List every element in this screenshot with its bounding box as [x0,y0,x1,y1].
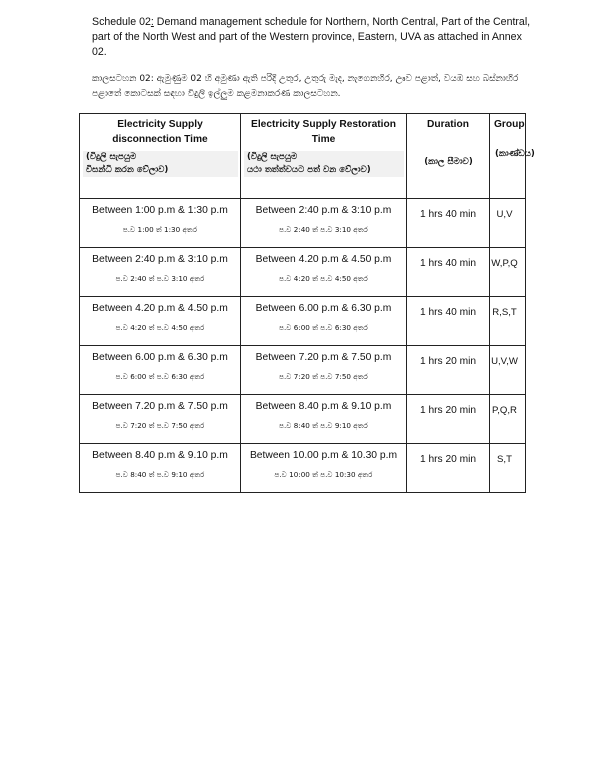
restoration-cell [241,297,407,346]
header-si-line: යථා තත්ත්වයට පත් වන වේලාව) [244,164,404,177]
duration-value: 1 hrs 40 min [419,209,477,220]
disconnection-cell [80,248,241,297]
duration-cell [407,395,490,444]
group-value: U,V [496,209,513,220]
disconnection-time-si: ප.ව 7:20 ත් ප.ව 7:50 අතර [115,421,205,430]
duration-value: 1 hrs 40 min [419,307,477,318]
disconnection-time-en: Between 2:40 p.m & 3:10 p.m [92,254,228,265]
header-si-line: (විදුලි සැපයුම [244,151,404,164]
disconnection-time-si: ප.ව 4:20 ත් ප.ව 4:50 අතර [115,323,205,332]
group-value: R,S,T [492,307,517,318]
restoration-cell [241,444,407,493]
duration-value: 1 hrs 40 min [419,258,477,269]
restoration-time-si: ප.ව 10:00 ත් ප.ව 10:30 අතර [274,470,373,479]
header-group: Group (කාණ්ඩය) [490,114,526,199]
schedule-colon: : [150,16,154,28]
table-row [80,346,526,395]
group-cell [490,199,526,248]
duration-cell [407,297,490,346]
duration-cell [407,444,490,493]
table-row [80,199,526,248]
disconnection-time-en: Between 1:00 p.m & 1:30 p.m [92,205,228,216]
header-si-line: (කාල සීමාව) [424,157,473,167]
group-value: W,P,Q [491,258,518,269]
disconnection-time-si: ප.ව 6:00 ත් ප.ව 6:30 අතර [115,372,205,381]
restoration-time-en: Between 6.00 p.m & 6.30 p.m [255,303,392,314]
restoration-cell [241,199,407,248]
duration-cell [407,199,490,248]
table-row [80,444,526,493]
restoration-time-si: ප.ව 7:20 ත් ප.ව 7:50 අතර [279,372,368,381]
disconnection-cell [80,346,241,395]
restoration-time-si: ප.ව 6:00 ත් ප.ව 6:30 අතර [279,323,368,332]
restoration-time-en: Between 4.20 p.m & 4.50 p.m [255,254,392,265]
disconnection-cell [80,444,241,493]
disconnection-time-si: ප.ව 2:40 ත් ප.ව 3:10 අතර [115,274,205,283]
schedule-intro-sinhala: කාලසටහන 02: ඇමුණුම 02 හි අමුණා ඇති පරිදි උතුර, උතුරු මැද, නැගෙනහිර, ඌව පළාත්, වයඹ සහ බස්නාහිර පළාතේ කොටසක් සඳහා විදුලි ඉල්ලුම කළමනාකරණ කාලසටහන. [92,74,519,99]
restoration-cell [241,395,407,444]
disconnection-time-en: Between 7.20 p.m & 7.50 p.m [92,401,228,412]
header-si-line: (විදුලි සැපයුම [83,151,238,164]
schedule-label: Schedule 02 [92,16,151,28]
duration-value: 1 hrs 20 min [419,356,477,367]
table-header-row [80,114,526,199]
restoration-time-en: Between 7.20 p.m & 7.50 p.m [255,352,392,363]
restoration-time-si: ප.ව 8:40 ත් ප.ව 9:10 අතර [279,421,368,430]
restoration-time-si: ප.ව 4:20 ත් ප.ව 4:50 අතර [279,274,368,283]
table-row [80,395,526,444]
group-cell [490,444,526,493]
disconnection-time-si: ප.ව 1:00 ත් 1:30 අතර [122,225,198,234]
header-si-line: (කාණ්ඩය) [495,149,535,159]
disconnection-time-en: Between 6.00 p.m & 6.30 p.m [92,352,228,363]
disconnection-time-en: Between 8.40 p.m & 9.10 p.m [92,450,228,461]
disconnection-cell [80,395,241,444]
duration-cell [407,346,490,395]
disconnection-time-si: ප.ව 8:40 ත් ප.ව 9:10 අතර [115,470,205,479]
group-cell [490,297,526,346]
restoration-cell [241,346,407,395]
duration-cell [407,248,490,297]
group-cell [490,248,526,297]
group-cell [490,395,526,444]
group-value: P,Q,R [492,405,517,416]
duration-value: 1 hrs 20 min [419,405,477,416]
schedule-description: Demand management schedule for Northern, North Central, Part of the Central, part of the North West and part of the Western province, Eastern, UVA as attached in Annex 02. [92,16,531,58]
header-restoration-time: Electricity Supply Restoration Time (විදුලි සැපයුම යථා තත්ත්වයට පත් වන වේලාව) [241,114,407,199]
header-disconnection-time: Electricity Supply disconnection Time (විදුලි සැපයුම විසන්ධි කරන වේලාව) [80,114,241,199]
header-si-line: විසන්ධි කරන වේලාව) [83,164,238,177]
restoration-time-en: Between 2:40 p.m & 3:10 p.m [255,205,392,216]
disconnection-cell [80,199,241,248]
header-duration: Duration (කාල සීමාව) [407,114,490,199]
restoration-time-en: Between 8.40 p.m & 9.10 p.m [255,401,392,412]
restoration-time-si: ප.ව 2:40 ත් ප.ව 3:10 අතර [279,225,368,234]
duration-value: 1 hrs 20 min [419,454,477,465]
restoration-time-en: Between 10.00 p.m & 10.30 p.m [249,450,398,461]
schedule-intro [92,15,532,60]
table-row [80,297,526,346]
disconnection-time-en: Between 4.20 p.m & 4.50 p.m [92,303,228,314]
restoration-cell [241,248,407,297]
table-row [80,248,526,297]
group-value: S,T [497,454,512,465]
group-cell [490,346,526,395]
group-value: U,V,W [491,356,518,367]
disconnection-cell [80,297,241,346]
schedule-table [79,113,535,493]
